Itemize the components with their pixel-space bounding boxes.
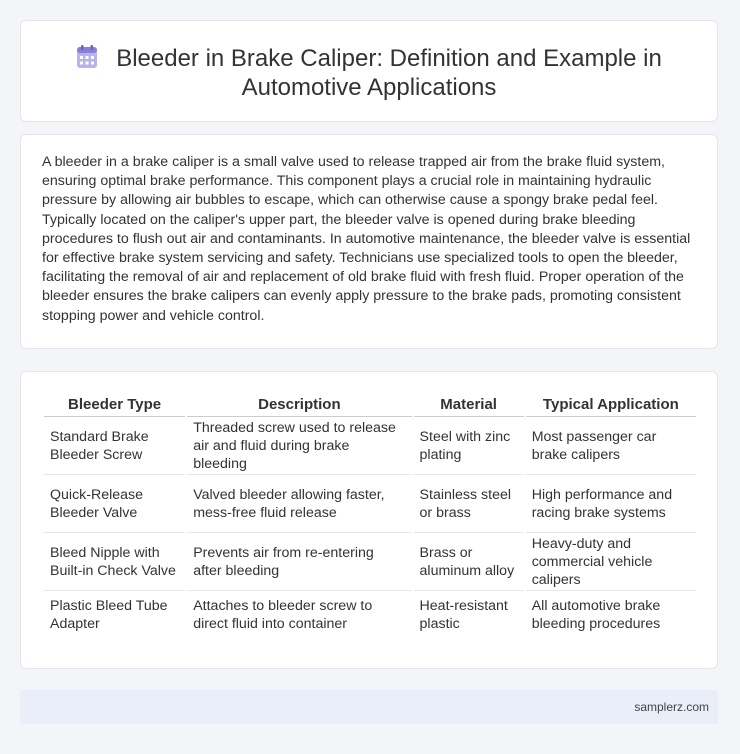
table-cell: Brass or aluminum alloy: [414, 533, 524, 591]
table-row: [44, 417, 696, 475]
column-header: Typical Application: [526, 392, 696, 417]
table-cell: Plastic Bleed Tube Adapter: [50, 598, 168, 632]
table-row: [44, 533, 696, 591]
title-line-1: Bleeder in Brake Caliper: Definition and Example in: [116, 45, 662, 72]
table-cell: Stainless steel or brass: [414, 475, 524, 533]
table-cell: Valved bleeder allowing faster, mess-free fluid release: [187, 475, 411, 533]
description-card: [20, 134, 718, 349]
table-cell: Heavy-duty and commercial vehicle calipers: [526, 533, 696, 591]
table-cell: Threaded screw used to release air and fluid during brake bleeding: [187, 417, 411, 475]
footer: [20, 690, 718, 724]
table-cell: Attaches to bleeder screw to direct fluid into container: [193, 598, 373, 632]
table-header-row: [44, 392, 696, 417]
table-cell: Steel with zinc plating: [414, 417, 524, 475]
table-cell: Quick-Release Bleeder Valve: [44, 475, 185, 533]
title-line-2: Automotive Applications: [241, 74, 497, 101]
table-row: [44, 475, 696, 533]
bleeder-table: [42, 392, 698, 639]
column-header: Description: [187, 392, 411, 417]
column-header: Bleeder Type: [44, 392, 185, 417]
footer-site-link[interactable]: samplerz.com: [634, 700, 709, 714]
title-card: [20, 20, 718, 122]
table-cell: All automotive brake bleeding procedures: [531, 598, 661, 632]
table-cell: High performance and racing brake systems: [526, 475, 696, 533]
table-cell: Bleed Nipple with Built-in Check Valve: [44, 533, 185, 591]
description-text: A bleeder in a brake caliper is a small valve used to release trapped air from the brake fluid system, ensuring optimal brake performance. This component plays a crucial role in maintaining hydraulic pressure by allowing air bubbles to escape, which can otherwise cause a spongy brake pedal feel. Typically located on the caliper's upper part, the bleeder valve is opened during brake bleeding procedures to flush out air and contaminants. In automotive maintenance, the bleeder valve is essential for effective brake system servicing and safety. Technicians use specialized tools to open the bleeder, facilitating the removal of air and replacement of old brake fluid with fresh fluid. Proper operation of the bleeder ensures the brake calipers can evenly apply pressure to the brake pads, promoting consistent stopping power and vehicle control.: [42, 154, 691, 324]
table-card: [20, 371, 718, 669]
page-title: [21, 44, 717, 102]
table-cell: Standard Brake Bleeder Screw: [44, 417, 185, 475]
table-cell: Heat-resistant plastic: [419, 598, 508, 632]
calendar-icon: [76, 45, 98, 69]
table-row: [44, 591, 696, 639]
table-cell: Prevents air from re-entering after bleeding: [187, 533, 411, 591]
column-header: Material: [414, 392, 524, 417]
table-cell: Most passenger car brake calipers: [526, 417, 696, 475]
